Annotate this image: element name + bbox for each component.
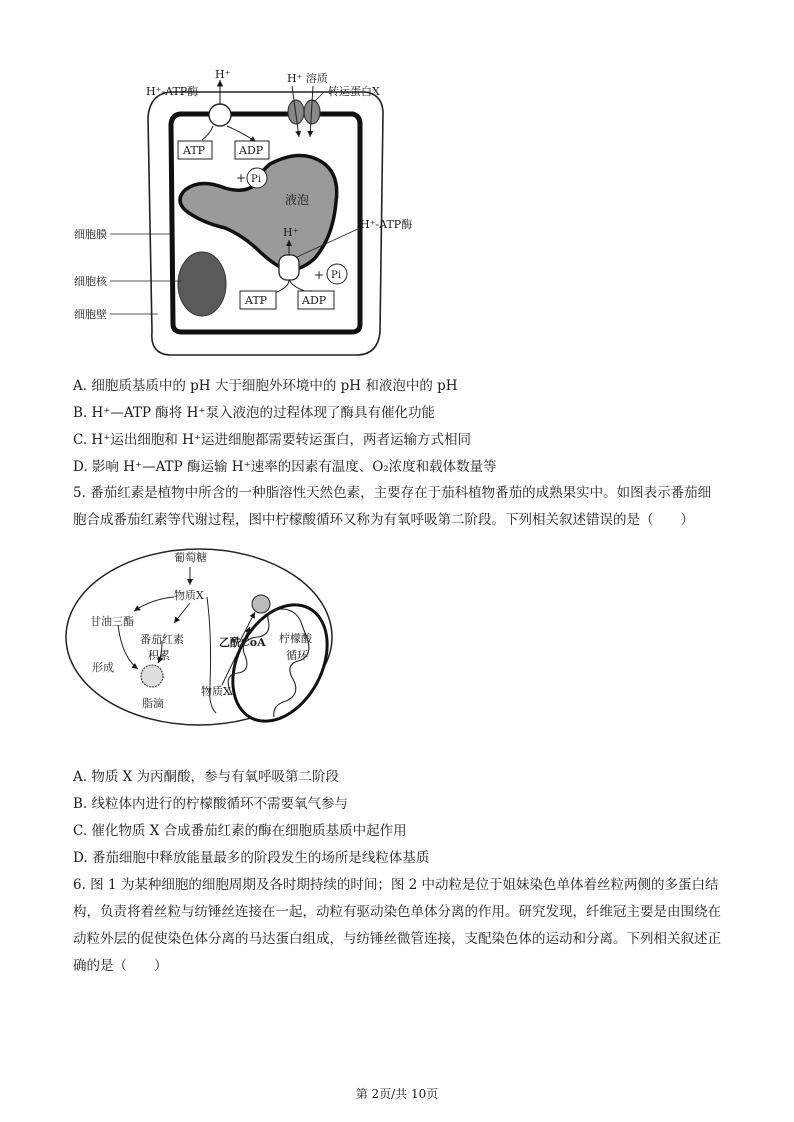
label-pi-left: Pi bbox=[251, 174, 261, 185]
label-substance-x-bottom: 物质X bbox=[201, 685, 231, 698]
page-footer: 第 2页/共 10页 bbox=[355, 1087, 439, 1101]
label-form: 形成 bbox=[92, 661, 114, 674]
label-cell-wall: 细胞壁 bbox=[74, 308, 107, 321]
label-lycopene: 番茄红素 bbox=[140, 633, 184, 646]
label-h-atp-enzyme-right: H⁺-ATP酶 bbox=[360, 218, 413, 231]
q6-stem: 6. 图 1 为某种细胞的细胞周期及各时期持续的时间；图 2 中动粒是位于姐妹染色单体着丝粒两侧的多蛋白结构，负责将着丝粒与纺锤丝连接在一起，动粒有驱动染色单体分离的作用。研究发现，纤维冠主要是由围绕在动粒外层的促使染色体分离的马达蛋白组成，与纺锤丝微管连接，支配染色体的运动和分离。下列相关叙述正确的是（ ） bbox=[73, 877, 721, 974]
q5-option-c: C. 催化物质 X 合成番茄红素的酶在细胞质基质中起作用 bbox=[73, 823, 407, 839]
q5-option-a: A. 物质 X 为丙酮酸，参与有氧呼吸第二阶段 bbox=[73, 769, 340, 785]
label-citric-acid: 柠檬酸 bbox=[279, 632, 312, 645]
nucleus-shape bbox=[178, 252, 226, 316]
h-atp-enzyme-vacuole-icon bbox=[279, 255, 299, 280]
label-plus-left: + bbox=[236, 171, 247, 185]
h-atp-enzyme-top-icon bbox=[209, 104, 231, 126]
label-cell-membrane: 细胞膜 bbox=[74, 228, 107, 241]
label-h-top: H⁺ bbox=[215, 68, 231, 81]
q5-option-b: B. 线粒体内进行的柠檬酸循环不需要氧气参与 bbox=[73, 796, 349, 812]
figure-plant-cell bbox=[60, 62, 413, 362]
label-adp-left: ADP bbox=[239, 144, 264, 157]
label-h-solute: H⁺ 溶质 bbox=[287, 72, 328, 85]
q4-option-a: A. 细胞质基质中的 pH 大于细胞外环境中的 pH 和液泡中的 pH bbox=[73, 378, 458, 394]
citric-acid-cycle-circle bbox=[252, 595, 270, 613]
label-atp-bottom: ATP bbox=[245, 294, 268, 307]
label-atp-left: ATP bbox=[183, 144, 206, 157]
figure-tomato-cell bbox=[62, 545, 337, 730]
label-transporter-x: 转运蛋白X bbox=[328, 85, 380, 98]
label-plus-right: + bbox=[314, 268, 325, 282]
label-acetyl-coa: 乙酰CoA bbox=[219, 636, 266, 649]
q5-stem: 5. 番茄红素是植物中所含的一种脂溶性天然色素，主要存在于茄科植物番茄的成熟果实中。如图表示番茄细胞合成番茄红素等代谢过程，图中柠檬酸循环又称为有氧呼吸第二阶段。下列相关叙述错误的是（ ） bbox=[73, 485, 712, 528]
q4-option-c: C. H⁺运出细胞和 H⁺运进细胞都需要转运蛋白，两者运输方式相同 bbox=[73, 432, 472, 448]
q4-option-b: B. H⁺—ATP 酶将 H⁺泵入液泡的过程体现了酶具有催化功能 bbox=[73, 405, 435, 421]
label-glucose: 葡萄糖 bbox=[174, 551, 207, 564]
lipid-droplet-icon bbox=[141, 665, 163, 687]
label-substance-x-top: 物质X bbox=[174, 589, 204, 602]
label-h-atp-enzyme-top: H⁺-ATP酶 bbox=[146, 85, 199, 98]
label-cycle: 循环 bbox=[286, 649, 308, 662]
label-h-inner: H⁺ bbox=[283, 226, 299, 239]
label-lipid-droplet: 脂滴 bbox=[142, 697, 164, 710]
q5-option-d: D. 番茄细胞中释放能量最多的阶段发生的场所是线粒体基质 bbox=[73, 850, 430, 866]
label-nucleus: 细胞核 bbox=[74, 275, 107, 288]
q4-option-d: D. 影响 H⁺—ATP 酶运输 H⁺速率的因素有温度、O₂浓度和载体数量等 bbox=[73, 459, 497, 475]
label-triglyceride: 甘油三酯 bbox=[90, 615, 134, 628]
label-pi-right: Pi bbox=[331, 270, 341, 281]
label-adp-bottom: ADP bbox=[302, 294, 327, 307]
label-vacuole: 液泡 bbox=[285, 193, 310, 207]
label-accumulate: 积累 bbox=[148, 649, 170, 662]
